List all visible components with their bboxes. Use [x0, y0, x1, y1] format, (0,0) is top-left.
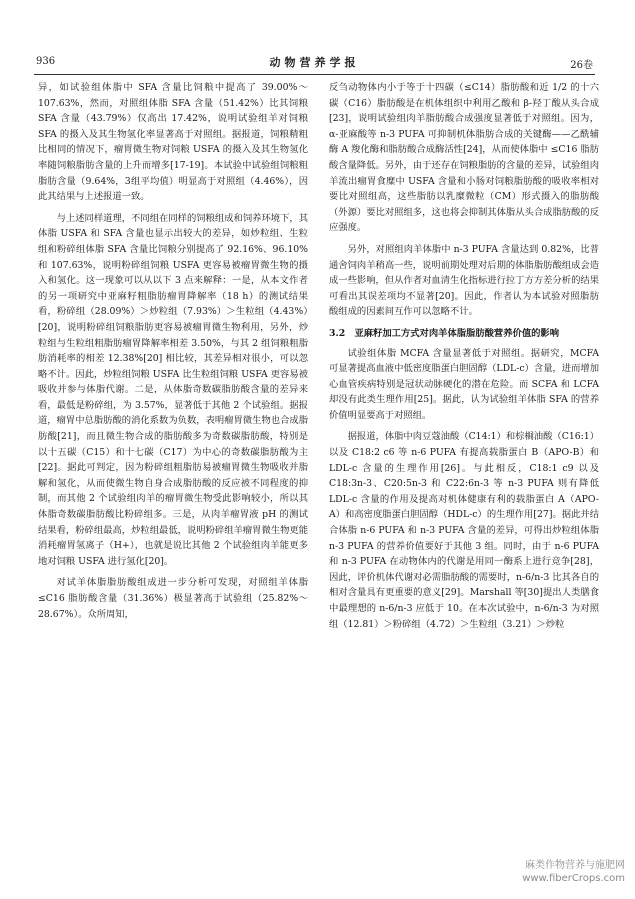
page-number: 936: [36, 56, 56, 67]
left-paragraph-3: 对试羊体脂脂肪酸组成进一步分析可发现，对照组羊体脂 ≤C16 脂肪酸含量（31.36%）极显著高于试验组（25.82%～28.67%）。众所周知，: [38, 577, 308, 620]
volume-label: 26卷: [570, 60, 593, 71]
right-paragraph-2: 另外，对照组肉羊体脂中 n-3 PUFA 含量达到 0.82%，比普通舍饲肉羊稍高一些，说明前期处理对后期的体脂脂肪酸组成会造成一些影响，但从作者对血清生化指标进行拉丁方方差分析的结果可看出其误差项均不显著[20]。因此，作者认为本试验对照脂肪酸组成的因素间互作可以忽略不计。: [329, 243, 599, 318]
page-header: [34, 52, 595, 75]
watermark-url: www.fiberCrops.com: [522, 873, 625, 884]
watermark-title: 麻类作物营养与施肥网: [525, 860, 625, 871]
left-paragraph-2: 与上述同样道理，不同组在同样的饲粮组成和饲养环境下，其体脂 USFA 和 SFA 含量也显示出较大的差异，如炒粒组、生粒组和粉碎组体脂 SFA 含量比饲粮分别提高了 92.16%、96.10% 和 107.63%，说明粉碎组饲粮 USFA 更容易被瘤胃微生物的摄入和氢化。这一现象可以从以下 3 点来解释：一是，从本文作者的另一项研究中亚麻籽粗脂肪瘤胃降解率（18 h）的测试结果看，粉碎组（28.09%）＞炒粒组（7.93%）＞生粒组（4.43%）[20]，说明粉碎组饲粮脂肪更容易被瘤胃微生物利用，另外，炒粒组与生粒组粗脂肪瘤胃降解率相差 3.50%，与其 2 组饲粮粗脂肪消耗率的相差 12.38%[20] 相比较，其差异相对很小，可以忽略不计。因此，炒粒组饲粮 USFA 比生粒组饲粮 USFA 更容易被吸收并参与体脂代谢。二是，从体脂奇数碳脂肪酸含量的差异来看，最低是粉碎组，为 3.57%，显著低于其他 2 个试验组。据报道，瘤胃中总脂肪酸的消化系数为负数，表明瘤胃微生物也合成脂肪酸[21]，而且微生物合成的脂肪酸多为奇数碳脂肪酸，特别是以十五碳（C15）和十七碳（C17）为中心的奇数碳脂肪酸为主[22]。据此可判定，因为粉碎组粗脂肪易被瘤胃微生物吸收并脂解和氢化，从而使微生物自身合成脂肪酸的反应被不同程度的抑制，而其他 2 个试验组肉羊的瘤胃微生物受此影响较小，所以其体脂奇数碳脂肪酸比粉碎组多。三是，从肉羊瘤胃液 pH 的测试结果看，粉碎组最高，炒粒组最低，说明粉碎组羊瘤胃微生物更能消耗瘤胃氢离子（H+），也就是说比其他 2 个试验组肉羊能更多地对饲粮 USFA 进行氢化[20]。: [38, 212, 308, 567]
journal-title: 动物营养学报: [269, 56, 360, 69]
right-column: [329, 80, 599, 638]
left-paragraph-1: 异，如试验组体脂中 SFA 含量比饲粮中提高了 39.00%～107.63%，然而，对照组体脂 SFA 含量（51.42%）比其饲粮 SFA 含量（43.79%）仅高出 17.42%，说明试验组羊对饲粮 SFA 的摄入及其生物氢化率显著高于对照组。据报道，饲粮精粗比相同的情况下，瘤胃微生物对饲粮 USFA 的摄入及其生物氢化率随饲粮脂肪含量的上升而增多[17-19]。本试验中试验组饲粮粗脂肪含量（9.64%，3组平均值）明显高于对照组（4.46%），因此其结果与上述报道一致。: [38, 82, 308, 203]
site-watermark: [522, 859, 625, 885]
left-column: [38, 80, 308, 628]
right-section-paragraph-2: 据报道，体脂中肉豆蔻油酸（C14:1）和棕榈油酸（C16:1）以及 C18:2 c6 等 n-6 PUFA 有提高载脂蛋白 B（APO-B）和 LDL-c 含量的生理作用[26]。与此相反，C18:1 c9 以及 C18:3n-3、C20:5n-3 和 C22:6n-3 等 n-3 PUFA 则有降低 LDL-c 含量的作用及提高对机体健康有利的载脂蛋白 A（APO-A）和高密度脂蛋白胆固醇（HDL-c）的生理作用[27]。据此并结合体脂 n-6 PUFA 和 n-3 PUFA 含量的差异，可得出炒粒组体脂 n-3 PUFA 的营养价值要好于其他 3 组。同时，由于 n-6 PUFA 和 n-3 PUFA 在动物体内的代谢是用同一酶系上进行竞争[28]，因此，评价机体代谢对必需脂肪酸的需要时，n-6/n-3 比其各自的相对含量具有更重要的意义[29]。Marshall 等[30]提出人类膳食中最理想的 n-6/n-3 应低于 10。在本次试验中，n-6/n-3 为对照组（12.81）＞粉碎组（4.72）＞生粒组（3.21）＞炒粒: [329, 431, 599, 630]
right-paragraph-1: 反刍动物体内小于等于十四碳（≤C14）脂肪酸和近 1/2 的十六碳（C16）脂肪酸是在机体组织中利用乙酸和 β-羟丁酸从头合成[23]，说明试验组肉羊脂肪酸合成强度显著低于对照组。因为，α-亚麻酸等 n-3 PUFA 可抑制机体脂肪合成的关键酶——乙酰辅酶 A 羧化酶和脂肪酸合成酶活性[24]，从而使体脂中 ≤C16 脂肪酸含量降低。另外，由于还存在饲粮脂肪的含量的差异，试验组肉羊流出瘤胃食糜中 USFA 含量和小肠对饲粮脂肪酸的吸收率相对要比对照组高，这些脂肪以乳糜微粒（CM）形式摄入的脂肪酸（外源）要比对照组多，这也将会抑制其体脂从头合成脂肪酸的反应强度。: [329, 82, 599, 234]
right-section-paragraph-1: 试验组体脂 MCFA 含量显著低于对照组。据研究，MCFA 可显著提高血液中低密度脂蛋白胆固醇（LDL-c）含量，进而增加心血管疾病特别是冠状动脉硬化的潜在危险。而 SCFA 和 LCFA 却没有此类生理作用[25]。据此，认为试验组羊体脂 SFA 的营养价值明显要高于对照组。: [329, 347, 599, 421]
section-heading: 3.2 亚麻籽加工方式对肉羊体脂脂肪酸营养价值的影响: [329, 327, 560, 339]
